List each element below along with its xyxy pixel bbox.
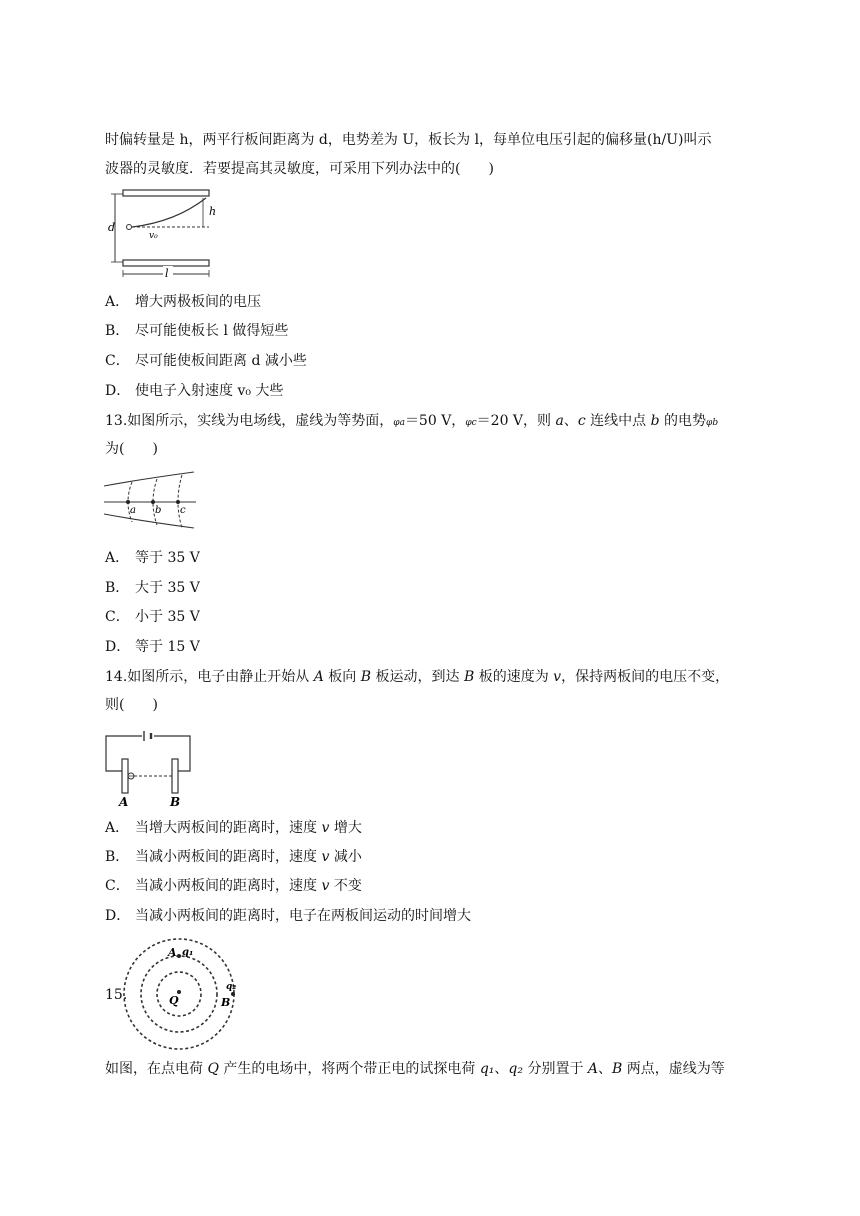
q12-option-c-text: 尽可能使板间距离 d 减小些 <box>135 353 307 369</box>
q14-option-c[interactable]: C． 当减小两板间的距离时，速度 v 不变 <box>105 878 362 894</box>
q13-option-a-text: 等于 35 V <box>135 550 200 566</box>
q13-option-b-label: B． <box>105 580 130 596</box>
q13-stem-line2: 为( ) <box>105 441 158 457</box>
q15-label-Q: Q <box>169 994 179 1007</box>
q12-label-d: d <box>108 221 116 234</box>
q15-point-charge-figure <box>120 934 240 1054</box>
q12-option-c-label: C． <box>105 353 130 369</box>
q13-label-b: b <box>155 505 162 516</box>
q15-label-q2: q₂ <box>226 982 237 992</box>
q15-label-B: B <box>221 996 231 1009</box>
q13-field-figure <box>102 470 198 530</box>
q12-electron-entry <box>127 225 132 230</box>
q12-top-plate <box>123 190 209 196</box>
q14-option-a-label: A． <box>105 820 130 836</box>
q13-point-c <box>176 500 180 504</box>
q12-bottom-plate <box>123 260 209 266</box>
q14-label-a: A <box>119 795 129 809</box>
q13-option-d-text: 等于 15 V <box>135 639 200 655</box>
q15-point-A <box>177 954 181 958</box>
q13-option-c-label: C． <box>105 609 130 625</box>
q12-option-a-label: A． <box>105 294 130 310</box>
q14-label-b: B <box>170 795 181 809</box>
q15-stem-line1: 如图，在点电荷 Q 产生的电场中，将两个带正电的试探电荷 q₁、q₂ 分别置于 A、B 两点，虚线为等 <box>105 1061 725 1077</box>
q13-phi-a: φa <box>393 418 405 428</box>
q12-option-d-text: 使电子入射速度 v₀ 大些 <box>135 383 284 399</box>
q13-option-b-text: 大于 35 V <box>135 580 200 596</box>
q13-option-c-text: 小于 35 V <box>135 609 200 625</box>
q14-option-b-label: B． <box>105 849 130 865</box>
q14-plate-a <box>122 759 128 793</box>
q14-option-d[interactable]: D． 当减小两板间的距离时，电子在两板间运动的时间增大 <box>105 908 471 924</box>
q14-option-b[interactable]: B． 当减小两板间的距离时，速度 v 减小 <box>105 849 362 865</box>
q14-circuit-figure <box>102 727 198 809</box>
q13-phi-b: φb <box>706 418 719 428</box>
q12-trajectory <box>132 198 206 227</box>
q13-point-b <box>151 500 155 504</box>
q13-stem-line1: 13.如图所示，实线为电场线，虚线为等势面，φa＝50 V，φc＝20 V，则 a、c 连线中点 b 的电势φb <box>105 413 719 429</box>
q13-label-a: a <box>130 505 136 516</box>
q12-option-b[interactable] <box>105 321 288 341</box>
q14-stem-line2: 则( ) <box>105 697 158 713</box>
q13-option-a-label: A． <box>105 550 130 566</box>
q12-label-h: h <box>209 205 217 218</box>
q12-option-d[interactable] <box>105 381 283 401</box>
q12-option-a-text: 增大两极板间的电压 <box>135 294 261 310</box>
q14-option-d-label: D． <box>105 908 131 924</box>
q13-point-a <box>126 500 130 504</box>
q12-option-a[interactable] <box>105 292 261 312</box>
q13-option-d[interactable] <box>105 637 200 657</box>
q12-option-b-label: B． <box>105 323 130 339</box>
q12-label-l: l <box>165 267 169 278</box>
q13-option-b[interactable] <box>105 578 200 598</box>
q14-option-c-label: C． <box>105 878 130 894</box>
q15-label-q1: q₁ <box>182 947 194 958</box>
q14-plate-b <box>172 759 178 793</box>
q12-stem-line2: 波器的灵敏度．若要提高其灵敏度，可采用下列办法中的( ) <box>105 161 494 177</box>
q15-point-B <box>231 992 235 996</box>
q14-option-a[interactable]: A． 当增大两板间的距离时，速度 v 增大 <box>105 820 362 836</box>
q12-label-v0: v₀ <box>149 231 158 241</box>
q13-option-c[interactable] <box>105 607 200 627</box>
q12-option-d-label: D． <box>105 383 131 399</box>
q13-phi-c: φc <box>465 418 477 428</box>
q12-option-b-text: 尽可能使板长 l 做得短些 <box>135 323 289 339</box>
q13-option-d-label: D． <box>105 639 131 655</box>
q15-number: 15. <box>105 987 128 1003</box>
q12-option-c[interactable] <box>105 351 307 371</box>
q12-stem-line1: 时偏转量是 h，两平行板间距离为 d，电势差为 U，板长为 l，每单位电压引起的偏移量(h/U)叫示 <box>105 132 712 148</box>
q12-deflection-figure <box>105 186 220 278</box>
q13-field-line-top <box>104 472 194 486</box>
q13-label-c: c <box>180 505 186 516</box>
q15-label-A: A <box>168 946 177 959</box>
q13-option-a[interactable] <box>105 548 200 568</box>
q14-stem-line1: 14.如图所示，电子由静止开始从 A 板向 B 板运动，到达 B 板的速度为 v，保持两板间的电压不变， <box>105 669 730 685</box>
